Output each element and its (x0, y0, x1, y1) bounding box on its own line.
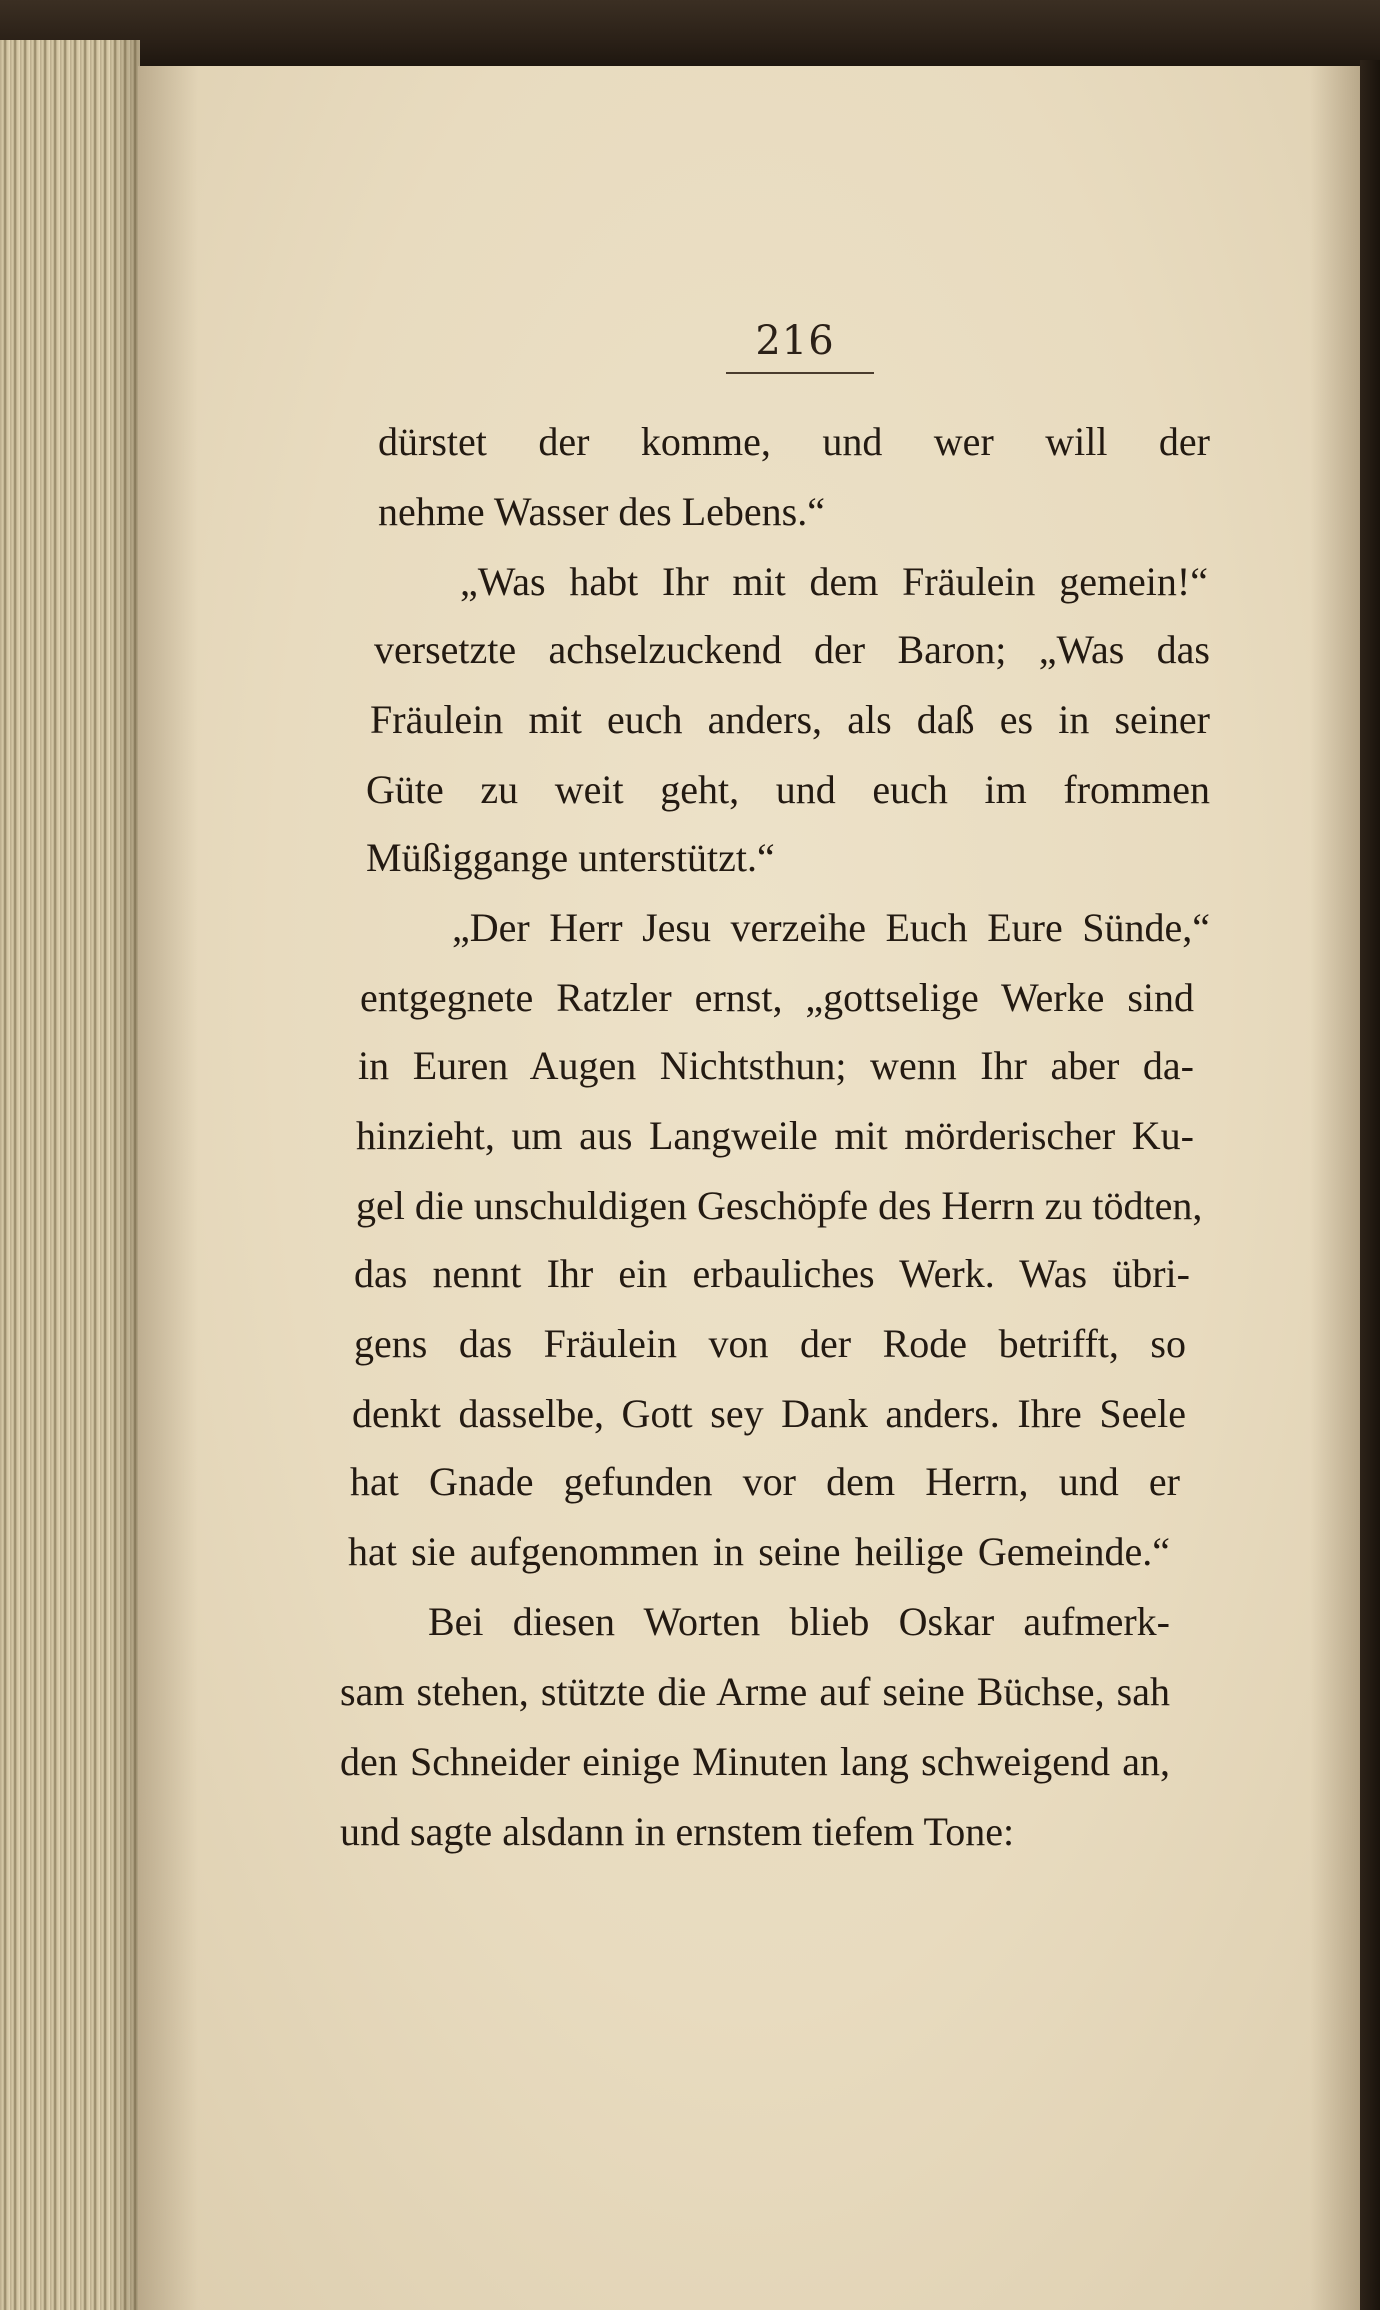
text-line: denkt dasselbe, Gott sey Dank anders. Ihre Seele (352, 1392, 1186, 1436)
text-line: dürstet der komme, und wer will der (378, 420, 1210, 464)
text-line: Fräulein mit euch anders, als daß es in seiner (370, 698, 1210, 742)
text-line: entgegnete Ratzler ernst, „gottselige Werke sind (360, 976, 1194, 1020)
text-line: hat Gnade gefunden vor dem Herrn, und er (350, 1460, 1180, 1504)
text-line: das nennt Ihr ein erbauliches Werk. Was übri- (354, 1252, 1190, 1296)
text-line: hinzieht, um aus Langweile mit mörderischer Ku- (356, 1114, 1194, 1158)
text-line: „Der Herr Jesu verzeihe Euch Eure Sünde,“ (452, 906, 1210, 950)
text-line: und sagte alsdann in ernstem tiefem Tone: (340, 1810, 1015, 1854)
text-line: hat sie aufgenommen in seine heilige Gemeinde.“ (348, 1530, 1170, 1574)
text-line: nehme Wasser des Lebens.“ (378, 490, 825, 534)
text-line: versetzte achselzuckend der Baron; „Was das (374, 628, 1210, 672)
text-line: „Was habt Ihr mit dem Fräulein gemein!“ (460, 560, 1208, 604)
text-line: in Euren Augen Nichtsthun; wenn Ihr aber da- (358, 1044, 1194, 1088)
text-line: sam stehen, stützte die Arme auf seine Büchse, sah (340, 1670, 1170, 1714)
text-line: Güte zu weit geht, und euch im frommen (366, 768, 1210, 812)
text-line: gel die unschuldigen Geschöpfe des Herrn zu tödten, (356, 1184, 1202, 1228)
text-line: Bei diesen Worten blieb Oskar aufmerk- (428, 1600, 1170, 1644)
text-line: den Schneider einige Minuten lang schweigend an, (340, 1740, 1170, 1784)
text-line: gens das Fräulein von der Rode betrifft, so (354, 1322, 1186, 1366)
page-number: 216 (755, 318, 835, 364)
text-line: Müßiggange unterstützt.“ (366, 836, 775, 880)
